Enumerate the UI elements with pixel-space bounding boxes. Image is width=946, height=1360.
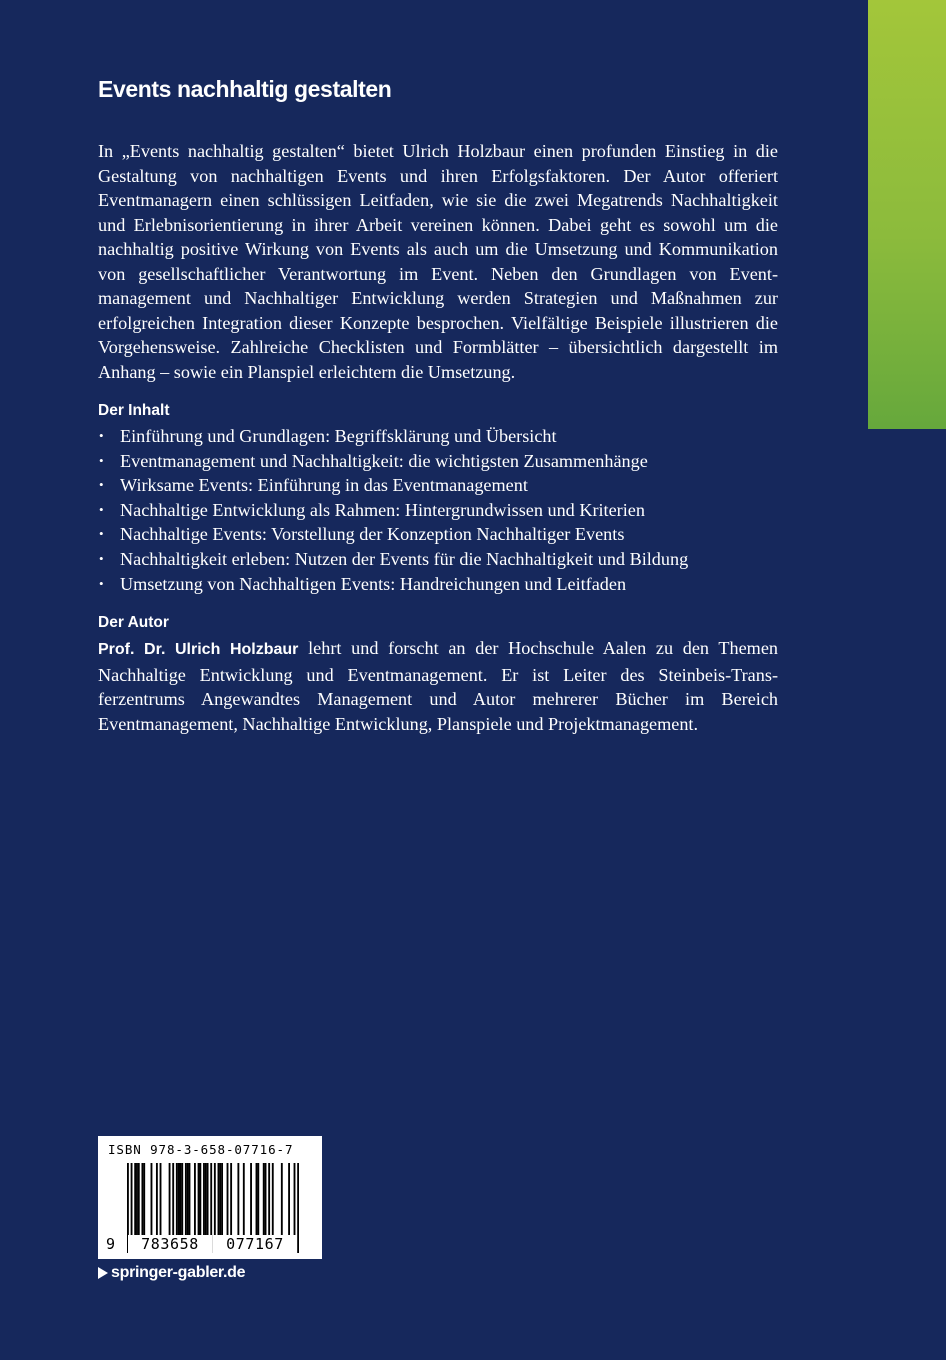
barcode-bar — [172, 1163, 174, 1237]
barcode-bar — [199, 1163, 201, 1237]
arrow-right-icon — [98, 1267, 108, 1279]
barcode-bar — [230, 1163, 232, 1237]
barcode-bar — [256, 1163, 258, 1237]
inhalt-list — [98, 424, 778, 596]
barcode-bar — [297, 1163, 299, 1253]
barcode-bar — [243, 1163, 245, 1237]
bullet-icon: • — [99, 550, 104, 566]
barcode-bar — [263, 1163, 265, 1237]
barcode-bar — [268, 1163, 270, 1237]
barcode-bar — [219, 1163, 221, 1237]
list-item: • Wirksame Events: Einführung in das Eventmanagement — [98, 473, 778, 498]
autor-heading: Der Autor — [98, 614, 169, 632]
barcode-bar — [221, 1163, 223, 1237]
barcode-bar — [143, 1163, 145, 1237]
barcode-bar — [265, 1163, 267, 1237]
list-item: • Nachhaltige Entwicklung als Rahmen: Hintergrundwissen und Kriterien — [98, 498, 778, 523]
ean-right-digits: 077167 — [213, 1235, 297, 1253]
barcode-bar — [237, 1163, 239, 1237]
green-accent-bar — [868, 0, 946, 429]
barcode-bar — [141, 1163, 143, 1237]
barcode-bar — [178, 1163, 180, 1237]
barcode-bar — [151, 1163, 153, 1237]
barcode-bar — [136, 1163, 138, 1237]
ean-left-digits: 783658 — [128, 1235, 212, 1253]
barcode-bar — [205, 1163, 207, 1237]
barcode-bar — [176, 1163, 178, 1237]
barcode-bar — [198, 1163, 200, 1237]
isbn-barcode — [98, 1136, 322, 1259]
bullet-icon: • — [99, 452, 104, 468]
barcode-bar — [272, 1163, 274, 1237]
bullet-icon: • — [99, 477, 104, 493]
bullet-icon: • — [99, 575, 104, 591]
back-cover-content — [98, 70, 778, 736]
bullet-icon: • — [99, 526, 104, 542]
author-bio: lehrt und forscht an der Hochschule Aalen zu den Themen Nachhaltige Entwicklung und Eventmanagement. Er ist Leiter des Steinbeis-Transferzentrums Angewandtes Management und Autor mehrerer Bücher im Bereich Eventmanagement, Nachhaltige Entwicklung, Planspiele und Projektmanagement. — [98, 638, 778, 734]
barcode-bar — [169, 1163, 171, 1237]
barcode-bar — [257, 1163, 259, 1237]
barcode-bar — [194, 1163, 196, 1237]
bullet-icon: • — [99, 501, 104, 517]
author-name: Prof. Dr. Ulrich Holzbaur — [98, 641, 299, 659]
list-item: • Einführung und Grundlagen: Begriffsklärung und Übersicht — [98, 424, 778, 449]
barcode-bar — [203, 1163, 205, 1237]
autor-paragraph — [98, 636, 778, 736]
barcode-bar — [187, 1163, 189, 1237]
list-item: • Eventmanagement und Nachhaltigkeit: die wichtigsten Zusammenhänge — [98, 449, 778, 474]
barcode-bar — [181, 1163, 183, 1237]
barcode-bar — [160, 1163, 162, 1237]
publisher-website[interactable] — [98, 1264, 245, 1282]
bullet-icon: • — [99, 428, 104, 443]
ean-first-digit: 9 — [106, 1235, 116, 1253]
list-item: • Umsetzung von Nachhaltigen Events: Handreichungen und Leitfaden — [98, 572, 778, 597]
intro-paragraph: In „Events nachhaltig gestalten“ bietet Ulrich Holzbaur einen profunden Einstieg in die Gestaltung von nachhaltigen Events und ihren Erfolgsfaktoren. Der Autor offeriert Eventmanagern einen schlüssigen Leitfaden, wie sie die zwei Megatrends Nachhaltigkeit und Erlebnisorientierung in ihrer Arbeit vereinen können. Dabei geht es sowohl um die nachhaltig positive Wirkung von Events als auch um die Umsetzung und Kommunikation von gesellschaftlicher Verantwortung im Event. Neben den Grundlagen von Eventmanagement und Nachhaltiger Entwicklung werden Strategien und Maßnahmen zur erfolgreichen Integration dieser Konzepte besprochen. Vielfältige Beispiele illustrieren die Vorgehensweise. Zahlreiche Checklisten und Formblätter – übersichtlich dargestellt im Anhang – sowie ein Planspiel erleichtern die Umsetzung. — [98, 141, 778, 382]
barcode-bar — [189, 1163, 191, 1237]
inhalt-heading: Der Inhalt — [98, 402, 170, 419]
barcode-bar — [218, 1163, 220, 1237]
book-title: Events nachhaltig gestalten — [98, 76, 392, 102]
list-item: • Nachhaltigkeit erleben: Nutzen der Events für die Nachhaltigkeit und Bildung — [98, 547, 778, 572]
barcode-bar — [227, 1163, 229, 1237]
barcode-bar — [134, 1163, 136, 1237]
barcode-bar — [207, 1163, 209, 1237]
barcode-bar — [180, 1163, 182, 1237]
barcode-bar — [185, 1163, 187, 1237]
website-label: springer-gabler.de — [111, 1264, 246, 1281]
barcode-bar — [138, 1163, 140, 1237]
barcode-bar — [250, 1163, 252, 1237]
barcode-bar — [156, 1163, 158, 1237]
isbn-label: ISBN 978-3-658-07716-7 — [108, 1142, 294, 1157]
barcode-bar — [288, 1163, 290, 1237]
barcode-bar — [281, 1163, 283, 1237]
list-item: • Nachhaltige Events: Vorstellung der Konzeption Nachhaltiger Events — [98, 522, 778, 547]
